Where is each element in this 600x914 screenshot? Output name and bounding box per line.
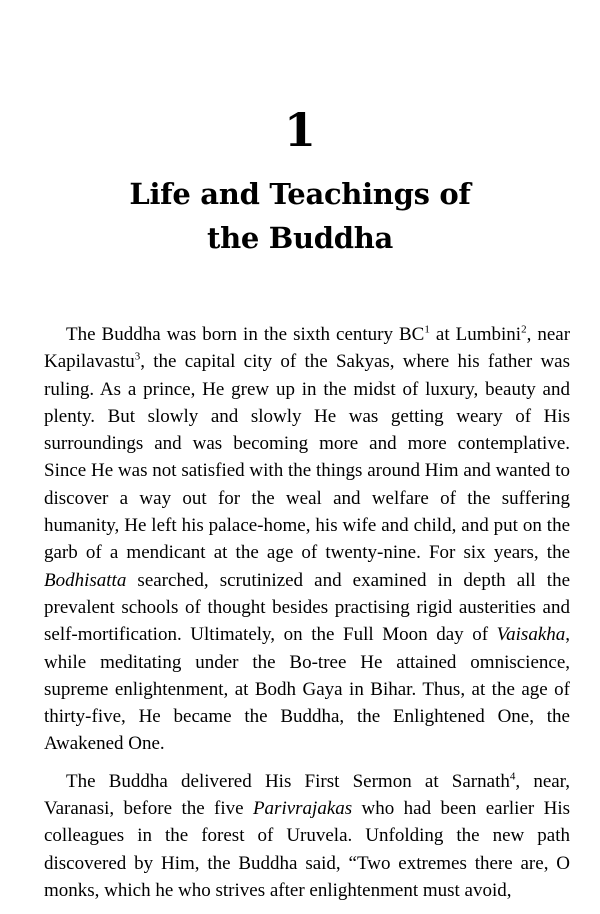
italic-term-bodhisatta: Bodhisatta [44, 569, 127, 591]
chapter-title-line-1: Life and Teachings of [129, 177, 471, 211]
text-run: The Buddha delivered His First Sermon at Sarnath [66, 770, 510, 792]
italic-term-parivrajakas: Parivrajakas [252, 798, 353, 820]
italic-term-vaisakha: Vaisakha [496, 624, 566, 646]
footnote-marker-3: 3 [134, 350, 141, 363]
footnote-marker-2: 2 [521, 323, 527, 336]
chapter-title [0, 172, 600, 260]
text-run: The Buddha was born in the sixth century BC [66, 324, 425, 345]
footnote-marker-1: 1 [424, 323, 430, 336]
text-run: at Lumbini [429, 324, 522, 345]
chapter-number: 1 [283, 103, 316, 157]
text-run: , the capital city of the Sakyas, where his father was ruling. As a prince, He grew up in the midst of luxury, beauty and plenty. But slowly and slowly He was getting weary of His surroundings and was becoming more and more contemplative. Since He was not satisfied with the things around Him and wanted to discover a way out for the weal and welfare of the suffering humanity, He left his palace-home, his wife and child, and put on the garb of a mendicant at the age of twenty-nine. For six years, the [44, 351, 570, 564]
text-run: , near, Varanasi, before the five [44, 770, 570, 820]
text-run: , near Kapilavastu [44, 324, 571, 373]
chapter-title-line-2: the Buddha [206, 221, 394, 255]
footnote-marker-4: 4 [509, 770, 516, 783]
text-run: , while meditating under the Bo-tree He attained omniscience, supreme enlightenment, at Bodh Gaya in Bihar. Thus, at the age of thirty-five, He became the Buddha, the Enlightened One, the Awakened One. [44, 624, 570, 755]
paragraph-1 [44, 321, 570, 758]
chapter-body [44, 321, 570, 914]
text-run: who had been earlier His colleagues in the forest of Uruvela. Unfolding the new path discovered by Him, the Buddha said, “Two extremes there are, O monks, which he who strives after enlightenment must avoid, [44, 798, 570, 901]
text-run: searched, scrutinized and examined in depth all the prevalent schools of thought besides practising rigid austerities and self-mortification. Ultimately, on the Full Moon day of [44, 569, 570, 646]
